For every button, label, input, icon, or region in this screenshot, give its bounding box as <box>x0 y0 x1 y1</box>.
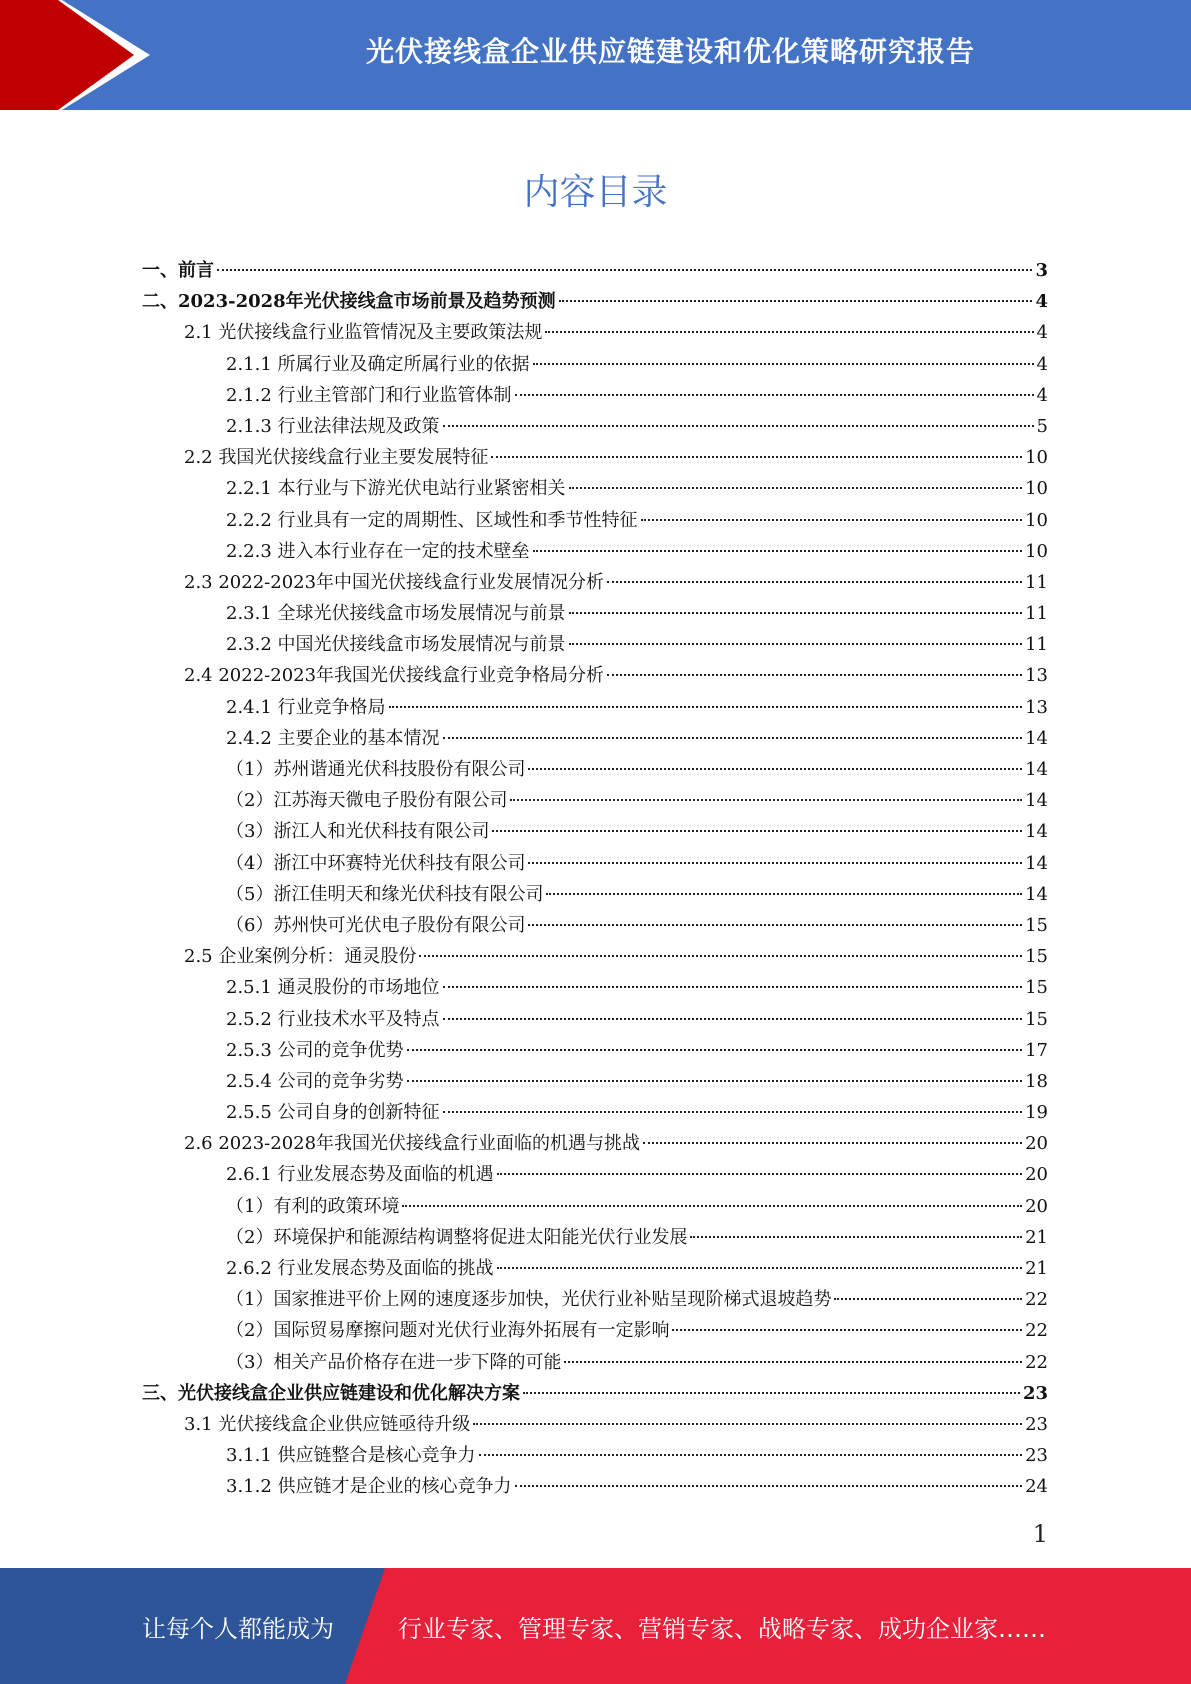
toc-entry-title: 2.2.2 行业具有一定的周期性、区域性和季节性特征 <box>226 509 638 531</box>
toc-entry-page: 14 <box>1025 759 1048 780</box>
toc-entry-page: 15 <box>1025 977 1048 999</box>
toc-entry[interactable] <box>142 598 1048 629</box>
toc-entry-title: 2.3.1 全球光伏接线盒市场发展情况与前景 <box>226 603 566 625</box>
toc-dot-leader <box>402 1205 1022 1207</box>
toc-entry-page: 20 <box>1025 1164 1048 1186</box>
toc-dot-leader <box>690 1236 1022 1238</box>
toc-dot-leader <box>834 1298 1022 1300</box>
toc-entry[interactable] <box>142 1066 1048 1097</box>
toc-dot-leader <box>491 456 1022 458</box>
toc-entry-title: 2.5.5 公司自身的创新特征 <box>226 1102 440 1124</box>
toc-entry-page: 4 <box>1036 322 1048 344</box>
toc-dot-leader <box>523 1392 1020 1394</box>
toc-entry-page: 13 <box>1025 696 1048 718</box>
toc-entry[interactable] <box>142 692 1048 723</box>
toc-dot-leader <box>643 1142 1022 1144</box>
toc-dot-leader <box>672 1329 1022 1331</box>
toc-entry-title: 2.1 光伏接线盒行业监管情况及主要政策法规 <box>184 322 543 344</box>
toc-entry-title: （6）苏州快可光伏电子股份有限公司 <box>226 914 526 936</box>
toc-entry-title: （3）相关产品价格存在进一步下降的可能 <box>226 1351 562 1373</box>
toc-entry-page: 19 <box>1025 1102 1048 1124</box>
toc-entry[interactable] <box>142 1097 1048 1128</box>
toc-entry-title: 2.2.1 本行业与下游光伏电站行业紧密相关 <box>226 478 566 500</box>
toc-entry-title: 2.2.3 进入本行业存在一定的技术壁垒 <box>226 540 530 562</box>
toc-entry-page: 15 <box>1025 946 1048 968</box>
toc-dot-leader <box>443 425 1034 427</box>
toc-entry-page: 22 <box>1025 1289 1048 1311</box>
toc-entry[interactable] <box>142 910 1048 941</box>
toc-dot-leader <box>546 893 1022 895</box>
toc-entry-title: 2.3.2 中国光伏接线盒市场发展情况与前景 <box>226 634 566 656</box>
toc-entry[interactable] <box>142 1222 1048 1253</box>
toc-entry-title: 2.1.2 行业主管部门和行业监管体制 <box>226 384 512 406</box>
toc-dot-leader <box>533 363 1034 365</box>
footer-banner <box>0 1568 1191 1684</box>
toc-entry[interactable] <box>142 941 1048 972</box>
toc-entry[interactable] <box>142 629 1048 660</box>
toc-dot-leader <box>545 331 1033 333</box>
toc-dot-leader <box>497 1267 1023 1269</box>
toc-entry-title: 2.1.1 所属行业及确定所属行业的依据 <box>226 353 530 375</box>
toc-entry-page: 23 <box>1025 1413 1048 1435</box>
toc-entry-page: 10 <box>1025 447 1048 469</box>
toc-entry-title: 三、光伏接线盒企业供应链建设和优化解决方案 <box>142 1382 520 1404</box>
toc-dot-leader <box>492 830 1022 832</box>
toc-entry-page: 20 <box>1025 1133 1048 1155</box>
toc-entry-title: （2）环境保护和能源结构调整将促进太阳能光伏行业发展 <box>226 1226 688 1248</box>
header-chevron-decoration <box>0 0 150 110</box>
toc-entry-page: 10 <box>1025 540 1048 562</box>
toc-entry-title: （5）浙江佳明天和缘光伏科技有限公司 <box>226 883 544 905</box>
toc-entry[interactable] <box>142 1128 1048 1159</box>
toc-entry[interactable] <box>142 380 1048 411</box>
toc-entry-title: （1）有利的政策环境 <box>226 1195 400 1217</box>
toc-entry-title: （2）江苏海天微电子股份有限公司 <box>226 790 508 812</box>
toc-entry[interactable] <box>142 816 1048 847</box>
toc-dot-leader <box>419 955 1022 957</box>
toc-entry-page: 20 <box>1025 1195 1048 1217</box>
toc-entry[interactable] <box>142 1315 1048 1346</box>
toc-entry-page: 4 <box>1036 353 1048 375</box>
toc-dot-leader <box>569 612 1023 614</box>
toc-entry-title: 2.5 企业案例分析：通灵股份 <box>184 946 417 968</box>
toc-entry-title: 2.4 2022-2023年我国光伏接线盒行业竞争格局分析 <box>184 665 605 687</box>
toc-heading: 内容目录 <box>523 172 668 213</box>
toc-entry-title: （1）国家推进平价上网的速度逐步加快，光伏行业补贴呈现阶梯式退坡趋势 <box>226 1289 832 1311</box>
toc-entry[interactable] <box>142 473 1048 504</box>
toc-entry-title: 二、2023-2028年光伏接线盒市场前景及趋势预测 <box>142 291 556 313</box>
toc-entry[interactable] <box>142 536 1048 567</box>
toc-entry-title: 2.3 2022-2023年中国光伏接线盒行业发展情况分析 <box>184 571 605 593</box>
toc-entry-page: 11 <box>1025 571 1048 593</box>
toc-entry[interactable] <box>142 349 1048 380</box>
header-banner <box>0 0 1191 110</box>
report-title: 光伏接线盒企业供应链建设和优化策略研究报告 <box>365 35 975 68</box>
toc-entry-page: 13 <box>1025 665 1048 687</box>
toc-entry-page: 5 <box>1036 415 1048 437</box>
toc-dot-leader <box>443 737 1023 739</box>
toc-entry-title: 2.4.1 行业竞争格局 <box>226 696 386 718</box>
toc-entry-page: 15 <box>1025 914 1048 936</box>
toc-entry-page: 11 <box>1025 634 1048 656</box>
toc-entry[interactable] <box>142 1440 1048 1471</box>
toc-entry[interactable] <box>142 660 1048 691</box>
toc-entry[interactable] <box>142 317 1048 348</box>
toc-entry-title: 2.5.1 通灵股份的市场地位 <box>226 977 440 999</box>
toc-entry-page: 14 <box>1025 790 1048 812</box>
toc-entry[interactable] <box>142 879 1048 910</box>
toc-entry[interactable] <box>142 754 1048 785</box>
toc-entry-page: 21 <box>1025 1226 1048 1248</box>
toc-entry-title: 2.6.1 行业发展态势及面临的机遇 <box>226 1164 494 1186</box>
toc-entry-title: （3）浙江人和光伏科技有限公司 <box>226 821 490 843</box>
toc-entry-title: （1）苏州谐通光伏科技股份有限公司 <box>226 759 526 780</box>
toc-entry[interactable] <box>142 1004 1048 1035</box>
toc-dot-leader <box>569 487 1023 489</box>
toc-dot-leader <box>569 643 1023 645</box>
footer-slogan-left: 让每个人都能成为 <box>142 1614 334 1643</box>
toc-entry[interactable] <box>142 1378 1048 1409</box>
toc-entry-page: 14 <box>1025 727 1048 749</box>
toc-dot-leader <box>607 581 1022 583</box>
toc-entry-title: （4）浙江中环赛特光伏科技有限公司 <box>226 852 526 874</box>
toc-entry-page: 4 <box>1035 291 1048 313</box>
toc-entry-page: 23 <box>1025 1445 1048 1467</box>
toc-entry-page: 22 <box>1025 1351 1048 1373</box>
toc-entry[interactable] <box>142 1284 1048 1315</box>
toc-entry-page: 21 <box>1025 1258 1048 1279</box>
toc-entry[interactable] <box>142 1409 1048 1440</box>
toc-entry-page: 18 <box>1025 1070 1048 1092</box>
toc-dot-leader <box>510 799 1022 801</box>
toc-entry-title: 2.4.2 主要企业的基本情况 <box>226 727 440 749</box>
toc-entry[interactable] <box>142 972 1048 1003</box>
toc-entry[interactable] <box>142 1253 1048 1284</box>
toc-dot-leader <box>641 519 1023 521</box>
toc-entry[interactable] <box>142 442 1048 473</box>
toc-entry[interactable] <box>142 723 1048 754</box>
toc-entry-title: 3.1.2 供应链才是企业的核心竞争力 <box>226 1476 512 1498</box>
toc-entry-title: 一、前言 <box>142 260 214 281</box>
toc-entry-title: 2.1.3 行业法律法规及政策 <box>226 415 440 437</box>
toc-entry-page: 15 <box>1025 1008 1048 1030</box>
toc-entry-page: 22 <box>1025 1320 1048 1342</box>
toc-entry-page: 10 <box>1025 478 1048 500</box>
toc-entry-title: 3.1.1 供应链整合是核心竞争力 <box>226 1445 476 1467</box>
toc-entry-page: 14 <box>1025 821 1048 843</box>
toc-entry-title: 3.1 光伏接线盒企业供应链亟待升级 <box>184 1413 471 1435</box>
toc-entry[interactable] <box>142 505 1048 536</box>
toc-dot-leader <box>533 550 1023 552</box>
toc-dot-leader <box>497 1173 1023 1175</box>
toc-entry-title: 2.5.2 行业技术水平及特点 <box>226 1008 440 1030</box>
toc-dot-leader <box>559 300 1033 302</box>
toc-dot-leader <box>515 1485 1023 1487</box>
toc-entry[interactable] <box>142 1347 1048 1378</box>
toc-entry[interactable] <box>142 785 1048 816</box>
toc-entry-page: 3 <box>1035 260 1048 281</box>
toc-entry[interactable] <box>142 1159 1048 1190</box>
toc-entry[interactable] <box>142 286 1048 317</box>
toc-entry-title: 2.5.4 公司的竞争劣势 <box>226 1070 404 1092</box>
toc-dot-leader <box>528 768 1022 770</box>
toc-entry[interactable] <box>142 1191 1048 1222</box>
toc-entry[interactable] <box>142 255 1048 286</box>
toc-dot-leader <box>607 674 1022 676</box>
toc-entry[interactable] <box>142 1035 1048 1066</box>
toc-dot-leader <box>443 1111 1023 1113</box>
toc-entry-title: （2）国际贸易摩擦问题对光伏行业海外拓展有一定影响 <box>226 1320 670 1342</box>
toc-dot-leader <box>473 1423 1022 1425</box>
toc-entry-title: 2.6.2 行业发展态势及面临的挑战 <box>226 1258 494 1279</box>
toc-entry-page: 24 <box>1025 1476 1048 1498</box>
toc-entry[interactable] <box>142 567 1048 598</box>
toc-entry-title: 2.6 2023-2028年我国光伏接线盒行业面临的机遇与挑战 <box>184 1133 641 1155</box>
toc-dot-leader <box>217 269 1032 271</box>
toc-entry-title: 2.2 我国光伏接线盒行业主要发展特征 <box>184 447 489 469</box>
toc-entry[interactable] <box>142 1471 1048 1502</box>
toc-entry-page: 11 <box>1025 603 1048 625</box>
toc-dot-leader <box>515 394 1034 396</box>
table-of-contents <box>142 255 1048 1503</box>
page-number: 1 <box>1032 1520 1048 1548</box>
toc-dot-leader <box>389 706 1023 708</box>
toc-dot-leader <box>528 862 1022 864</box>
toc-entry-page: 14 <box>1025 852 1048 874</box>
toc-dot-leader <box>564 1361 1022 1363</box>
toc-dot-leader <box>528 924 1022 926</box>
toc-entry-page: 17 <box>1025 1039 1048 1061</box>
toc-dot-leader <box>479 1454 1023 1456</box>
toc-dot-leader <box>407 1080 1023 1082</box>
footer-slogan-right: 行业专家、管理专家、营销专家、战略专家、成功企业家…… <box>398 1614 1046 1643</box>
toc-entry-title: 2.5.3 公司的竞争优势 <box>226 1039 404 1061</box>
toc-entry-page: 14 <box>1025 883 1048 905</box>
toc-entry[interactable] <box>142 411 1048 442</box>
toc-dot-leader <box>443 1018 1023 1020</box>
toc-entry-page: 23 <box>1022 1382 1048 1404</box>
toc-entry[interactable] <box>142 848 1048 879</box>
toc-dot-leader <box>443 986 1023 988</box>
toc-entry-page: 10 <box>1025 509 1048 531</box>
toc-entry-page: 4 <box>1036 384 1048 406</box>
toc-dot-leader <box>407 1049 1023 1051</box>
